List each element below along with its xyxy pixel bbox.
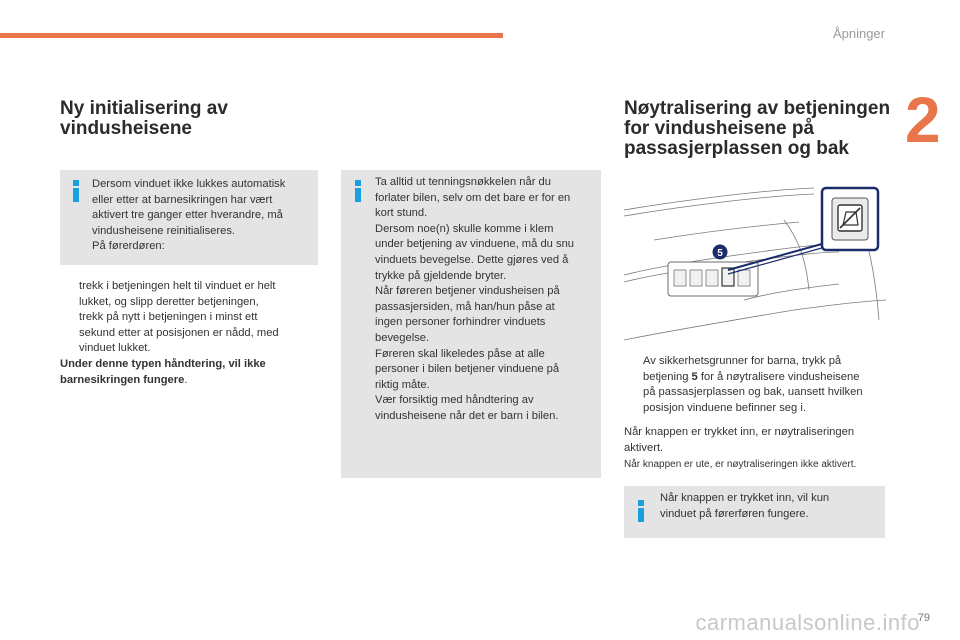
info-box-driver-only: Når knappen er trykket inn, vil kun vinduet på førerføren fungere. — [624, 486, 885, 538]
info-box-safety: Ta alltid ut tenningsnøkkelen når du forlater bilen, selv om det bare er for en kort stund. Dersom noe(n) skulle komme i klem under betjening av vinduene, må du snu vinduets bevegelse. Dette gjøres ved å trykke på gjeldende bryter. Når føreren betjener vindusheisen på passasjersiden, må han/hun påse at ingen personer forhindrer vinduets bevegelse. Føreren skal likeledes påse at alle personer i bilen betjener vinduene på riktig måte. Vær forsiktig med håndtering av vindusheisene når det er barn i bilen. — [341, 170, 601, 478]
status-paragraph: Når knappen er trykket inn, er nøytraliseringen aktivert. Når knappen er ute, er nøytraliseringen ikke aktivert. — [624, 426, 857, 470]
watermark: carmanualsonline.info — [695, 610, 920, 635]
button-zoom-inset — [822, 188, 878, 250]
right-instructions — [624, 354, 863, 472]
door-panel-illustration — [624, 180, 886, 346]
neutralize-switch — [722, 268, 734, 286]
chapter-number: 2 — [905, 84, 941, 156]
window-switch-panel — [668, 262, 758, 296]
info-icon — [73, 180, 79, 202]
list-item: Av sikkerhetsgrunner for barna, trykk på betjening 5 for å nøytralisere vindusheisene på passasjerplassen og bak, uansett hvilken posisjon vinduene befinner seg i. — [643, 355, 863, 414]
left-heading: Ny initialisering av vindusheisene — [60, 98, 228, 139]
section-title: Åpninger — [832, 26, 885, 41]
page-number: 79 — [917, 612, 930, 624]
right-heading: Nøytralisering av betjeningen for vindusheisene på passasjerplassen og bak — [624, 98, 891, 159]
warning-note: Under denne typen håndtering, vil ikke barnesikringen fungere. — [60, 357, 266, 386]
info-box-reinit: Dersom vinduet ikke lukkes automatisk eller etter at barnesikringen har vært aktivert tre ganger etter hverandre, må vindusheisene reinitialiseres. På førerdøren: — [60, 170, 318, 265]
list-item: trekk på nytt i betjeningen i minst ett sekund etter at posisjonen er nådd, med vinduet lukket. — [79, 311, 279, 355]
left-instructions — [60, 279, 279, 388]
list-item: trekk i betjeningen helt til vinduet er helt lukket, og slipp deretter betjeningen, — [79, 280, 276, 308]
top-accent-bar — [0, 33, 503, 38]
callout-number: 5 — [717, 248, 723, 259]
info-icon — [355, 180, 361, 202]
info-icon — [638, 500, 644, 522]
